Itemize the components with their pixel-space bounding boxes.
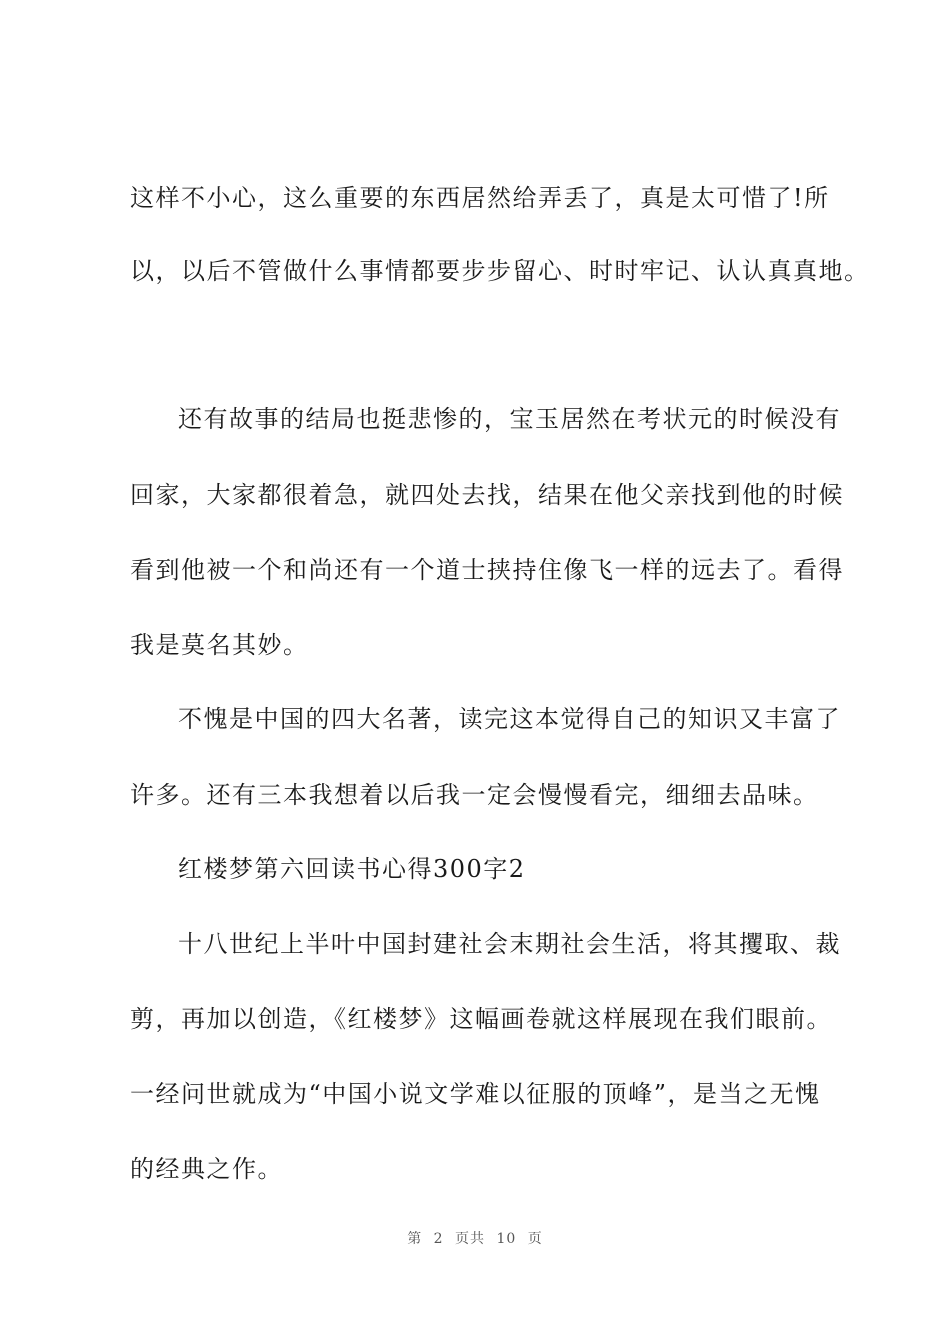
paragraph-line: 剪，再加以创造，《红楼梦》这幅画卷就这样展现在我们眼前。 bbox=[130, 1005, 832, 1033]
paragraph-line: 的经典之作。 bbox=[130, 1155, 283, 1183]
paragraph-line: 许多。还有三本我想着以后我一定会慢慢看完，细细去品味。 bbox=[130, 781, 819, 809]
paragraph-line: 回家，大家都很着急，就四处去找，结果在他父亲找到他的时候 bbox=[130, 481, 844, 509]
paragraph-line: 十八世纪上半叶中国封建社会末期社会生活，将其攫取、裁 bbox=[178, 930, 841, 958]
paragraph-line: 这样不小心，这么重要的东西居然给弄丢了，真是太可惜了!所 bbox=[130, 184, 830, 212]
paragraph-line: 一经问世就成为“中国小说文学难以征服的顶峰”，是当之无愧 bbox=[130, 1080, 821, 1108]
paragraph-line: 以，以后不管做什么事情都要步步留心、时时牢记、认认真真地。 bbox=[130, 257, 870, 285]
paragraph-line: 还有故事的结局也挺悲惨的，宝玉居然在考状元的时候没有 bbox=[178, 405, 841, 433]
section-heading: 红楼梦第六回读书心得300字2 bbox=[178, 855, 526, 883]
paragraph-line: 不愧是中国的四大名著，读完这本觉得自己的知识又丰富了 bbox=[178, 705, 841, 733]
paragraph-line: 看到他被一个和尚还有一个道士挟持住像飞一样的远去了。看得 bbox=[130, 556, 844, 584]
page-number-footer: 第 2 页共 10 页 bbox=[407, 1231, 543, 1247]
paragraph-line: 我是莫名其妙。 bbox=[130, 631, 309, 659]
